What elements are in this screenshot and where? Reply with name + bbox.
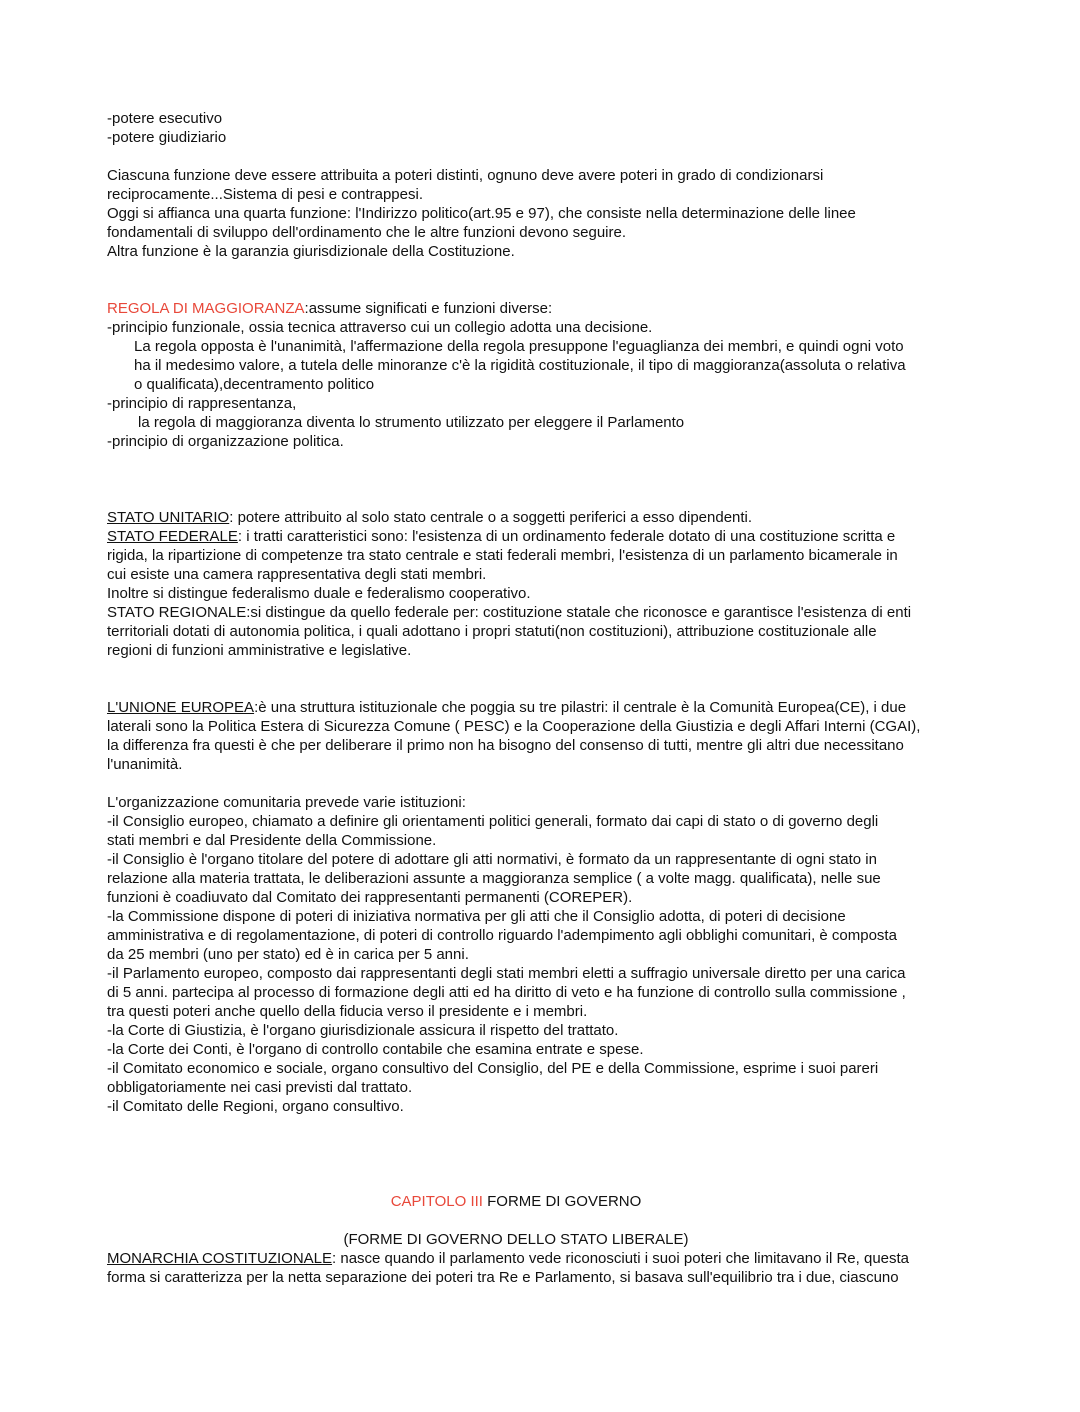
section-monarchia bbox=[107, 1249, 987, 1268]
text-line: funzioni è coadiuvato dal Comitato dei rappresentanti permanenti (COREPER). bbox=[107, 889, 633, 906]
chapter-name: FORME DI GOVERNO bbox=[482, 1193, 642, 1210]
text-line: la differenza fra questi è che per deliberare il primo non ha bisogno del consenso di tutti, mentre gli altri due necessitano bbox=[107, 737, 904, 754]
text-line: obbligatoriamente nei casi previsti dal trattato. bbox=[107, 1079, 413, 1096]
text-line: L'organizzazione comunitaria prevede varie istituzioni: bbox=[107, 794, 466, 811]
text-line: -il Comitato economico e sociale, organo consultivo del Consiglio, del PE e della Commissione, esprime i suoi pareri bbox=[107, 1060, 879, 1077]
label-stato-unitario: STATO UNITARIO bbox=[107, 509, 230, 526]
text-line: STATO REGIONALE:si distingue da quello federale per: costituzione statale che riconosce e garantisce l'esistenza di enti bbox=[107, 604, 912, 621]
text-line: relazione alla materia trattata, le deliberazioni assunte a maggioranza semplice ( a volte magg. qualificata), nelle sue bbox=[107, 870, 881, 887]
text-line: laterali sono la Politica Estera di Sicurezza Comune ( PESC) e la Cooperazione della Giustizia e degli Affari Interni (CGAI), bbox=[107, 718, 921, 735]
text-line: -principio di organizzazione politica. bbox=[107, 433, 344, 450]
text-line: l'unanimità. bbox=[107, 756, 183, 773]
document-page bbox=[107, 109, 987, 1287]
text-line: -potere esecutivo bbox=[107, 110, 223, 127]
text-line: territoriali dotati di autonomia politica, i quali adottano i propri statuti(non costituzioni), attribuzione costituzionale alle bbox=[107, 623, 877, 640]
text-line: -potere giudiziario bbox=[107, 129, 227, 146]
label-stato-federale: STATO FEDERALE bbox=[107, 528, 238, 545]
text-line: da 25 membri (uno per stato) ed è in carica per 5 anni. bbox=[107, 946, 469, 963]
text-line: -la Corte dei Conti, è l'organo di controllo contabile che esamina entrate e spese. bbox=[107, 1041, 644, 1058]
text-line: Altra funzione è la garanzia giurisdizionale della Costituzione. bbox=[107, 243, 515, 260]
text-line: rigida, la ripartizione di competenze tra stato centrale e stati federali membri, l'esistenza di un parlamento bicamerale in bbox=[107, 547, 898, 564]
text-line: fondamentali di sviluppo dell'ordinamento che le altre funzioni devono seguire. bbox=[107, 224, 627, 241]
text-line: di 5 anni. partecipa al processo di formazione degli atti ed ha diritto di veto e ha funzione di controllo sulla commissione , bbox=[107, 984, 906, 1001]
text-line: ha il medesimo valore, a tutela delle minoranze c'è la rigidità costituzionale, il tipo di maggioranza(assoluta o relativa bbox=[134, 357, 906, 374]
section-heading-maggioranza bbox=[107, 299, 987, 318]
text-stato-federale: : i tratti caratteristici sono: l'esistenza di un ordinamento federale dotato di una costituzione scritta e bbox=[237, 528, 896, 545]
text-line: -il Consiglio europeo, chiamato a definire gli orientamenti politici generali, formato dai capi di stato o di governo degli bbox=[107, 813, 879, 830]
section-unione-europea bbox=[107, 698, 987, 717]
text-stato-unitario: : potere attribuito al solo stato centrale o a soggetti periferici a esso dipendenti. bbox=[229, 509, 753, 526]
text-line: -la Corte di Giustizia, è l'organo giurisdizionale assicura il rispetto del trattato. bbox=[107, 1022, 619, 1039]
text-line: reciprocamente...Sistema di pesi e contrappesi. bbox=[107, 186, 423, 203]
text-line: -il Comitato delle Regioni, organo consultivo. bbox=[107, 1098, 404, 1115]
chapter-subtitle: (FORME DI GOVERNO DELLO STATO LIBERALE) bbox=[343, 1231, 689, 1248]
chapter-number: CAPITOLO III bbox=[390, 1193, 483, 1210]
text-line: la regola di maggioranza diventa lo strumento utilizzato per eleggere il Parlamento bbox=[138, 414, 685, 431]
text-line: amministrativa e di regolamentazione, di poteri di controllo riguardo l'adempimento agli obblighi comunitari, è composta bbox=[107, 927, 897, 944]
chapter-title bbox=[107, 1192, 925, 1211]
section-stato-federale bbox=[107, 527, 987, 546]
heading-rest: :assume significati e funzioni diverse: bbox=[304, 300, 553, 317]
text-line: Oggi si affianca una quarta funzione: l'Indirizzo politico(art.95 e 97), che consiste nella determinazione delle linee bbox=[107, 205, 856, 222]
text-monarchia: : nasce quando il parlamento vede riconosciuti i suoi poteri che limitavano il Re, questa bbox=[332, 1250, 910, 1267]
text-line: -principio funzionale, ossia tecnica attraverso cui un collegio adotta una decisione. bbox=[107, 319, 653, 336]
text-line: forma si caratterizza per la netta separazione dei poteri tra Re e Parlamento, si basava sull'equilibrio tra i due, ciascuno bbox=[107, 1269, 899, 1286]
text-line: -il Consiglio è l'organo titolare del potere di adottare gli atti normativi, è formato da un rappresentante di ogni stato in bbox=[107, 851, 877, 868]
text-line: tra questi poteri anche quello della fiducia verso il presidente e i membri. bbox=[107, 1003, 588, 1020]
text-line: cui esiste una camera rappresentativa degli stati membri. bbox=[107, 566, 487, 583]
text-line: regioni di funzioni amministrative e legislative. bbox=[107, 642, 412, 659]
text-line: o qualificata),decentramento politico bbox=[134, 376, 375, 393]
label-monarchia: MONARCHIA COSTITUZIONALE bbox=[107, 1250, 333, 1267]
label-unione-europea: L'UNIONE EUROPEA bbox=[107, 699, 255, 716]
text-line: -il Parlamento europeo, composto dai rappresentanti degli stati membri eletti a suffragio universale diretto per una carica bbox=[107, 965, 906, 982]
text-line: stati membri e dal Presidente della Commissione. bbox=[107, 832, 437, 849]
text-line: Ciascuna funzione deve essere attribuita a poteri distinti, ognuno deve avere poteri in grado di condizionarsi bbox=[107, 167, 824, 184]
heading-red: REGOLA DI MAGGIORANZA bbox=[107, 300, 305, 317]
text-line: Inoltre si distingue federalismo duale e federalismo cooperativo. bbox=[107, 585, 531, 602]
text-unione-europea: :è una struttura istituzionale che poggia su tre pilastri: il centrale è la Comunità Europea(CE), i due bbox=[254, 699, 907, 716]
text-line: -principio di rappresentanza, bbox=[107, 395, 297, 412]
text-line: La regola opposta è l'unanimità, l'affermazione della regola presuppone l'eguaglianza dei membri, e quindi ogni voto bbox=[134, 338, 904, 355]
text-line: -la Commissione dispone di poteri di iniziativa normativa per gli atti che il Consiglio adotta, di poteri di decisione bbox=[107, 908, 846, 925]
section-stato-unitario bbox=[107, 508, 987, 527]
